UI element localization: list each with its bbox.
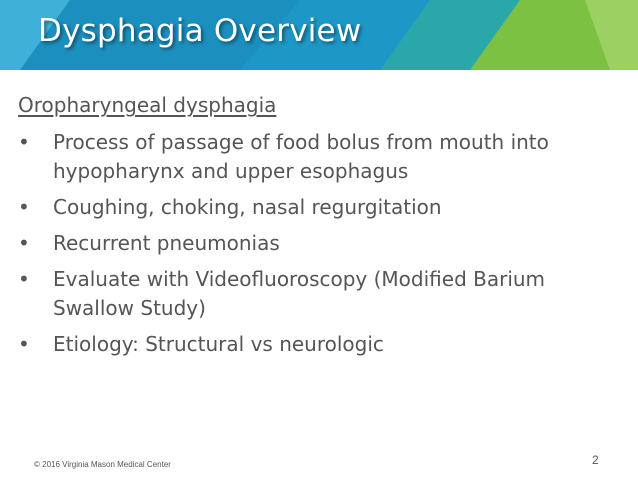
bullet-list bbox=[18, 128, 618, 359]
bullet-text: Process of passage of food bolus from mouth into hypopharynx and upper esophagus bbox=[53, 130, 549, 183]
slide-content bbox=[18, 92, 618, 366]
bullet-text: Coughing, choking, nasal regurgitation bbox=[53, 195, 442, 219]
bullet-text: Evaluate with Videofluoroscopy (Modified Barium Swallow Study) bbox=[53, 267, 546, 320]
slide-title: Dysphagia Overview bbox=[38, 13, 362, 49]
title-banner bbox=[0, 0, 638, 70]
bullet-glyph: • bbox=[18, 195, 30, 219]
bullet-text: Recurrent pneumonias bbox=[53, 231, 280, 255]
bullet-item bbox=[18, 193, 618, 222]
bullet-item bbox=[18, 265, 618, 323]
bullet-glyph: • bbox=[18, 130, 30, 154]
page-number: 2 bbox=[592, 453, 599, 467]
bullet-text: Etiology: Structural vs neurologic bbox=[53, 332, 384, 356]
bullet-glyph: • bbox=[18, 231, 30, 255]
subheading: Oropharyngeal dysphagia bbox=[18, 93, 277, 117]
bullet-glyph: • bbox=[18, 332, 30, 356]
bullet-item bbox=[18, 229, 618, 258]
copyright-notice: © 2016 Virginia Mason Medical Center bbox=[34, 460, 171, 469]
bullet-item bbox=[18, 128, 618, 186]
bullet-item bbox=[18, 330, 618, 359]
bullet-glyph: • bbox=[18, 267, 30, 291]
